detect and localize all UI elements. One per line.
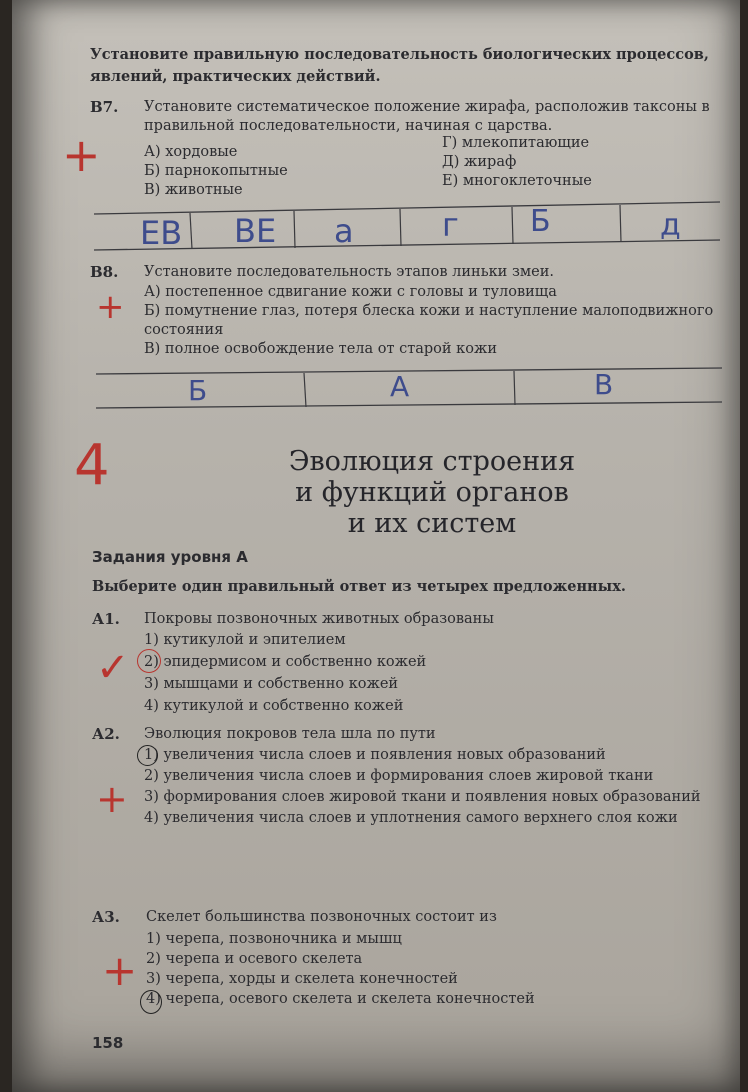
level-heading: Задания уровня А [92,548,248,566]
a2-option: 3) формирования слоев жировой ткани и появления новых образований [144,789,701,805]
a1-option: 2) эпидермисом и собственно кожей [144,654,427,670]
question-number-a1: А1. [92,610,120,628]
section-title-line: Эволюция строения [288,446,576,477]
a3-options [146,929,726,1009]
intro-instruction: Установите правильную последовательность биологических процессов, явлений, практических действий. [90,46,709,85]
a2-option: 2) увеличения числа слоев и формирования слоев жировой ткани [144,768,654,784]
grade-mark-four: 4 [74,433,110,498]
question-number-a3: А3. [92,908,120,926]
question-text-a3: Скелет большинства позвоночных состоит из [146,909,497,925]
answer-circle-a3 [140,990,162,1014]
section-title-line: и функций органов [295,477,569,508]
a2-options [144,745,724,828]
b8-answer-1: Б [188,374,208,407]
b7-option: В) животные [144,182,243,198]
b7-option: А) хордовые [144,144,238,160]
question-text-b7: Установите систематическое положение жирафа, расположив таксоны в правильной последовательности, начиная с царства. [144,99,710,134]
workbook-page [12,0,740,1092]
b8-answer-2: А [390,370,410,403]
a1-option: 4) кутикулой и собственно кожей [144,698,404,714]
b8-options [144,283,722,359]
b8-option: В) полное освобождение тела от старой кожи [144,341,497,357]
b7-answer-5: Б [530,204,551,239]
question-number-b7: В7. [90,98,119,116]
question-text-a2: Эволюция покровов тела шла по пути [144,726,436,742]
question-text-b8: Установите последовательность этапов линьки змеи. [144,264,554,280]
b7-option: Б) парнокопытные [144,163,288,179]
b7-option: Е) многоклеточные [442,173,592,189]
a1-option: 3) мышцами и собственно кожей [144,676,399,692]
b7-answer-2: ВЕ [234,212,277,250]
b7-answer-1: ЕВ [140,214,183,252]
b7-answer-3: а [334,212,354,250]
grade-mark-b8: + [96,287,125,327]
b8-answer-3: В [594,368,614,401]
a3-option: 4) черепа, осевого скелета и скелета конечностей [146,991,535,1007]
question-text-a1: Покровы позвоночных животных образованы [144,611,494,627]
question-number-a2: А2. [92,725,120,743]
b7-answer-6: д [660,208,681,243]
a3-option: 2) черепа и осевого скелета [146,951,363,967]
a2-option: 4) увеличения числа слоев и уплотнения самого верхнего слоя кожи [144,810,678,826]
b8-option: А) постепенное сдвигание кожи с головы и туловища [144,284,557,300]
answer-circle-a2 [137,745,158,766]
b7-option: Д) жираф [442,154,517,170]
b7-options-left [144,143,434,200]
a1-option: 1) кутикулой и эпителием [144,632,346,648]
task-instruction: Выберите один правильный ответ из четырех предложенных. [92,578,626,595]
b7-answer-4: г [442,206,459,244]
a2-option: 1) увеличения числа слоев и появления новых образований [144,747,606,763]
grade-mark-a1: ✓ [96,645,130,691]
b7-option: Г) млекопитающие [442,135,590,151]
grade-mark-b7: + [62,128,101,182]
b7-answer-grid [92,196,732,258]
section-title-line: и их систем [347,508,517,539]
grade-mark-a2: + [96,777,128,821]
a3-option: 3) черепа, хорды и скелета конечностей [146,971,458,987]
b7-options-right [442,134,722,191]
answer-circle-a1 [137,649,161,673]
section-title [172,446,692,539]
page-number: 158 [92,1034,124,1052]
a1-options [144,629,724,717]
grade-mark-a3: + [102,946,138,995]
a3-option: 1) черепа, позвоночника и мышц [146,931,402,947]
b8-option: Б) помутнение глаз, потеря блеска кожи и наступление малоподвижного состояния [144,303,714,338]
question-number-b8: В8. [90,263,119,281]
